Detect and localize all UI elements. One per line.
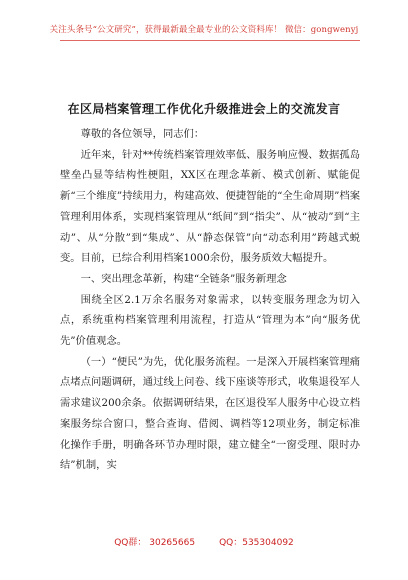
footer-qq: QQ：535304092 xyxy=(219,538,294,548)
header-divider xyxy=(60,40,360,41)
section-heading-1: 一、突出理念革新，构建“全链条”服务新理念 xyxy=(80,272,287,285)
footer-contact xyxy=(0,535,408,548)
salutation: 尊敬的各位领导，同志们： xyxy=(80,128,205,140)
paragraph-intro: 近年来，针对**传统档案管理效率低、服务响应慢、数据孤岛壁垒凸显等结构性梗阻，XX区在理念革新、模式创新、赋能促新“三个维度”持续用力，构建高效、便捷智能的“全生命周期”档案管理利用体系，实现档案管理从“纸间”到“指尖”、从“被动”到“主动”、从“分散”到“集成”、从“静态保管”向“动态利用”跨越式蜕变。目前，已综合利用档案1000余份，服务质效大幅提升。 xyxy=(60,148,360,265)
header-promo-text: 关注头条号“公文研究”，获得最新最全最专业的公文资料库！ 微信：gongwenyj xyxy=(49,25,359,35)
paragraph-subsection-1: （一）“便民”为先，优化服务流程。一是深入开展档案管理痛点堵点问题调研，通过线上问卷、线下座谈等形式，收集退役军人需求建议200余条。依据调研结果，在区退役军人服务中心设立档案服务综合窗口，整合查询、借阅、调档等12项业务，制定标准化操作手册，明确各环节办理时限，建立健全“一窗受理、限时办结”机制，实 xyxy=(60,355,360,472)
document-title: 在区局档案管理工作优化升级推进会上的交流发言 xyxy=(67,102,341,116)
footer-qq-group: QQ群： 30265665 xyxy=(114,538,196,548)
paragraph-section-1: 围绕全区2.1万余名服务对象需求，以转变服务理念为切入点，系统重构档案管理利用流程，打造从“管理为本”向“服务优先”价值观念。 xyxy=(60,293,360,348)
document-body xyxy=(60,118,360,476)
